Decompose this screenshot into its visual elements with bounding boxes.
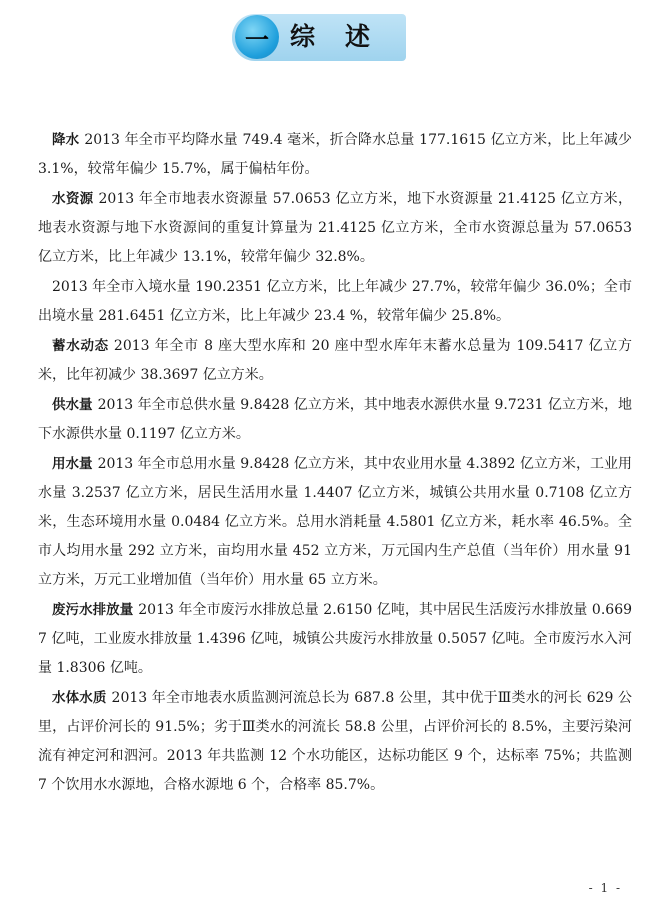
paragraph-water-supply — [38, 391, 632, 449]
paragraph-wastewater — [38, 596, 632, 683]
page-number: - 1 - — [588, 881, 622, 895]
paragraph-water-use — [38, 450, 632, 595]
paragraph-text: 2013 年全市地表水资源量 57.0653 亿立方米，地下水资源量 21.4125 亿立方米，地表水资源与地下水资源间的重复计算量为 21.4125 亿立方米，全市水资源总量为 57.0653 亿立方米，比上年减少 13.1%，较常年偏少 32.8%。 — [38, 191, 632, 265]
paragraph-keyword: 供水量 — [52, 397, 93, 413]
paragraph-keyword: 蓄水动态 — [52, 338, 109, 354]
paragraph-text: 2013 年全市总供水量 9.8428 亿立方米，其中地表水源供水量 9.7231 亿立方米，地下水源供水量 0.1197 亿立方米。 — [38, 397, 632, 442]
paragraph-keyword: 水资源 — [52, 191, 94, 207]
paragraph-text: 2013 年全市地表水质监测河流总长为 687.8 公里，其中优于Ⅲ类水的河长 629 公里，占评价河长的 91.5%；劣于Ⅲ类水的河流长 58.8 公里，占评价河长的 8.5%，主要污染河流有神定河和泗河。2013 年共监测 12 个水功能区，达标功能区 9 个，达标率 75%；共监测 7 个饮用水水源地，合格水源地 6 个，合格率 85.7%。 — [38, 690, 633, 793]
document-body — [38, 126, 632, 801]
paragraph-storage — [38, 332, 632, 390]
paragraph-text: 2013 年全市总用水量 9.8428 亿立方米，其中农业用水量 4.3892 亿立方米，工业用水量 3.2537 亿立方米，居民生活用水量 1.4407 亿立方米，城镇公共用水量 0.7108 亿立方米，生态环境用水量 0.0484 亿立方米。总用水消耗量 4.5801 亿立方米，耗水率 46.5%。全市人均用水量 292 立方米，亩均用水量 452 立方米，万元国内生产总值（当年价）用水量 91 立方米，万元工业增加值（当年价）用水量 65 立方米。 — [38, 456, 632, 588]
paragraph-text: 2013 年全市平均降水量 749.4 毫米，折合降水总量 177.1615 亿立方米，比上年减少 3.1%，较常年偏少 15.7%，属于偏枯年份。 — [38, 132, 633, 177]
paragraph-precipitation — [38, 126, 632, 184]
paragraph-water-quality — [38, 684, 632, 800]
section-number-badge: 一 — [235, 15, 279, 59]
paragraph-water-resources — [38, 185, 632, 272]
paragraph-inflow-outflow — [38, 273, 632, 331]
paragraph-keyword: 水体水质 — [52, 690, 107, 706]
paragraph-text: 2013 年全市 8 座大型水库和 20 座中型水库年末蓄水总量为 109.5417 亿立方米，比年初减少 38.3697 亿立方米。 — [38, 338, 632, 383]
paragraph-keyword: 废污水排放量 — [52, 602, 134, 618]
paragraph-text: 2013 年全市废污水排放总量 2.6150 亿吨，其中居民生活废污水排放量 0.6697 亿吨，工业废水排放量 1.4396 亿吨，城镇公共废污水排放量 0.5057 亿吨。全市废污水入河量 1.8306 亿吨。 — [38, 602, 633, 676]
paragraph-keyword: 用水量 — [52, 456, 93, 472]
section-title: 综述 — [290, 22, 401, 51]
paragraph-text: 2013 年全市入境水量 190.2351 亿立方米，比上年减少 27.7%，较常年偏少 36.0%；全市出境水量 281.6451 亿立方米，比上年减少 23.4 %，较常年偏少 25.8%。 — [38, 279, 632, 324]
paragraph-keyword: 降水 — [52, 132, 80, 148]
